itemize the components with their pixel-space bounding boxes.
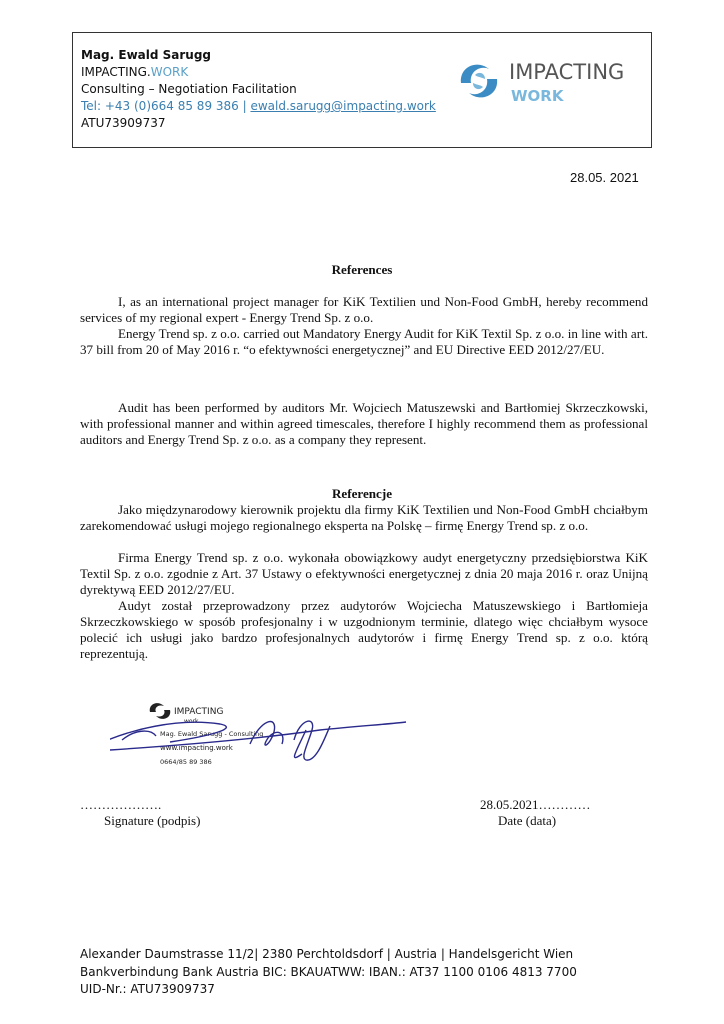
stamp-line-3: 0664/85 89 386: [160, 758, 212, 766]
stamp-brand-sub: work: [184, 718, 199, 725]
sender-name: Mag. Ewald Sarugg: [81, 48, 212, 62]
polish-paragraph-2: Firma Energy Trend sp. z o.o. wykonała obowiązkowy audyt energetyczny przedsiębiorstwa KiK Textil Sp. z o.o. zgodnie z Art. 37 Ustawy o efektywności energetycznej z dnia 20 maja 2016 r. oraz Unijną dyrektywą EED 2012/27/EU.: [80, 550, 648, 597]
letterhead-box: [72, 32, 652, 148]
letter-date: 28.05. 2021: [570, 170, 639, 185]
handwritten-signature: [110, 721, 406, 760]
company-name-accent: WORK: [150, 65, 189, 79]
stamp-logo-icon: [150, 703, 171, 719]
sender-vat: ATU73909737: [81, 116, 166, 130]
phone-number: Tel: +43 (0)664 85 89 386 |: [81, 99, 251, 113]
signature-label: Signature (podpis): [104, 813, 201, 828]
polish-paragraph-1: Jako międzynarodowy kierownik projektu dla firmy KiK Textilien und Non-Food GmbH chciałbym zarekomendować usługi mojego regionalnego eksperta na Polskę – firmę Energy Trend sp. z o.o.: [80, 502, 648, 533]
english-paragraph-1: I, as an international project manager for KiK Textilien und Non-Food GmbH, hereby recommend services of my regional expert - Energy Trend Sp. z o.o.: [80, 294, 648, 325]
sender-tagline: Consulting – Negotiation Facilitation: [81, 82, 297, 96]
impacting-work-logo: [453, 53, 649, 109]
signature-date-value: 28.05.2021…………: [480, 797, 591, 812]
polish-title: Referencje: [331, 486, 393, 501]
logo-text-top: IMPACTING: [509, 60, 625, 84]
logo-text-bottom: WORK: [511, 87, 564, 105]
stamp-line-2: www.impacting.work: [160, 744, 233, 752]
signature-date-label: Date (data): [498, 813, 557, 828]
signature-dots: ……………….: [80, 797, 162, 812]
english-paragraph-3: Audit has been performed by auditors Mr. Wojciech Matuszewski and Bartłomiej Skrzeczkowski, with professional manner and within agreed timescales, therefore I highly recommend them as professional auditors and Energy Trend Sp. z o.o. as a company they represent.: [80, 400, 648, 447]
email-link[interactable]: ewald.sarugg@impacting.work: [250, 99, 436, 113]
footer-bank: Bankverbindung Bank Austria BIC: BKAUATWW: IBAN.: AT37 1100 0106 4813 7700: [80, 965, 577, 979]
sender-company: [81, 64, 188, 80]
stamp-brand: IMPACTING: [174, 707, 224, 717]
stamp-line-1: Mag. Ewald Sarugg - Consulting: [160, 730, 264, 738]
logo-swirl-icon: [461, 65, 497, 98]
sender-contact: [81, 98, 436, 114]
signature-stamp: [110, 700, 410, 780]
polish-paragraph-3: Audyt został przeprowadzony przez audytorów Wojciecha Matuszewskiego i Bartłomieja Skrzeczkowskiego w sposób profesjonalny i w uzgodnionym terminie, dlatego więc chciałbym wysoce polecić ich usługi jako bardzo profesjonalnych audytorów i firmę Energy Trend sp. z o.o. którą reprezentują.: [80, 598, 648, 661]
english-paragraph-2: Energy Trend sp. z o.o. carried out Mandatory Energy Audit for KiK Textil Sp. z o.o. in line with art. 37 bill from 20 of May 2016 r. “o efektywności energetycznej” and EU Directive EED 2012/27/EU.: [80, 326, 648, 357]
english-title: References: [331, 262, 393, 277]
footer-address: Alexander Daumstrasse 11/2| 2380 Perchtoldsdorf | Austria | Handelsgericht Wien: [80, 947, 574, 961]
company-name-part: IMPACTING.: [81, 65, 151, 79]
footer-uid: UID-Nr.: ATU73909737: [80, 982, 215, 996]
